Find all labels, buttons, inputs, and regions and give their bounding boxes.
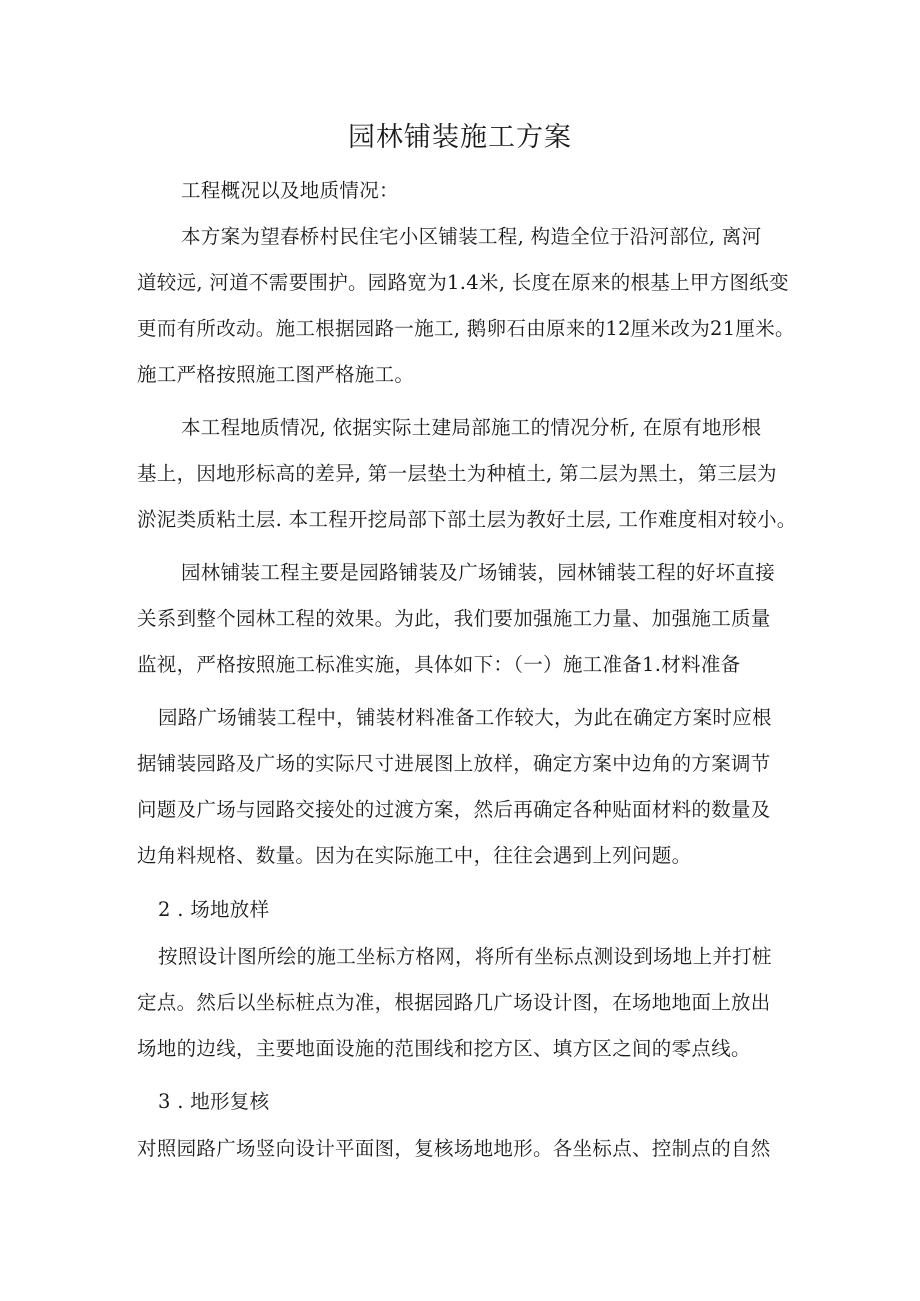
body-line: 本工程地质情况, 依据实际土建局部施工的情况分析, 在原有地形根 [181, 416, 762, 439]
body-line: 更而有所改动。施工根据园路一施工, 鹅卵石由原来的12厘米改为21厘米。 [137, 317, 795, 340]
body-line: 园林铺装工程主要是园路铺装及广场铺装，园林铺装工程的好坏直接 [181, 561, 776, 584]
body-line: 淤泥类质粘土层. 本工程开挖局部下部土层为教好土层, 工作难度相对较小。 [137, 508, 797, 531]
body-line: 据铺装园路及广场的实际尺寸进展图上放样，确定方案中边角的方案调节 [137, 752, 771, 775]
body-line: 定点。然后以坐标桩点为准，根据园路几广场设计图，在场地地面上放出 [137, 991, 771, 1014]
body-line: 监视，严格按照施工标准实施，具体如下：（一）施工准备1.材料准备 [137, 653, 741, 676]
body-line: 园路广场铺装工程中，铺装材料准备工作较大，为此在确定方案时应根 [158, 706, 772, 729]
body-line: 道较远, 河道不需要围护。园路宽为1.4米, 长度在原来的根基上甲方图纸变 [137, 271, 789, 294]
body-line: 基上，因地形标高的差异, 第一层垫土为种植土, 第二层为黑土，第三层为 [137, 462, 777, 485]
body-line: 对照园路广场竖向设计平面图，复核场地地形。各坐标点、控制点的自然 [137, 1137, 771, 1160]
document-title: 园林铺装施工方案 [348, 122, 572, 153]
body-line: 边角料规格、数量。因为在实际施工中，往往会遇到上列问题。 [137, 844, 692, 867]
section-heading-overview: 工程概况以及地质情况： [181, 179, 399, 202]
body-line: 按照设计图所绘的施工坐标方格网，将所有坐标点测设到场地上并打桩 [158, 945, 772, 968]
body-line: 关系到整个园林工程的效果。为此，我们要加强施工力量、加强施工质量 [137, 607, 771, 630]
body-line: 施工严格按照施工图严格施工。 [137, 363, 415, 386]
section-heading-site-layout: 2 . 场地放样 [158, 898, 270, 921]
body-line: 本方案为望春桥村民住宅小区铺装工程, 构造全位于沿河部位, 离河 [181, 225, 762, 248]
section-heading-terrain-check: 3 . 地形复核 [158, 1090, 270, 1113]
body-line: 场地的边线，主要地面设施的范围线和挖方区、填方区之间的零点线。 [137, 1037, 751, 1060]
body-line: 问题及广场与园路交接处的过渡方案，然后再确定各种贴面材料的数量及 [137, 798, 771, 821]
